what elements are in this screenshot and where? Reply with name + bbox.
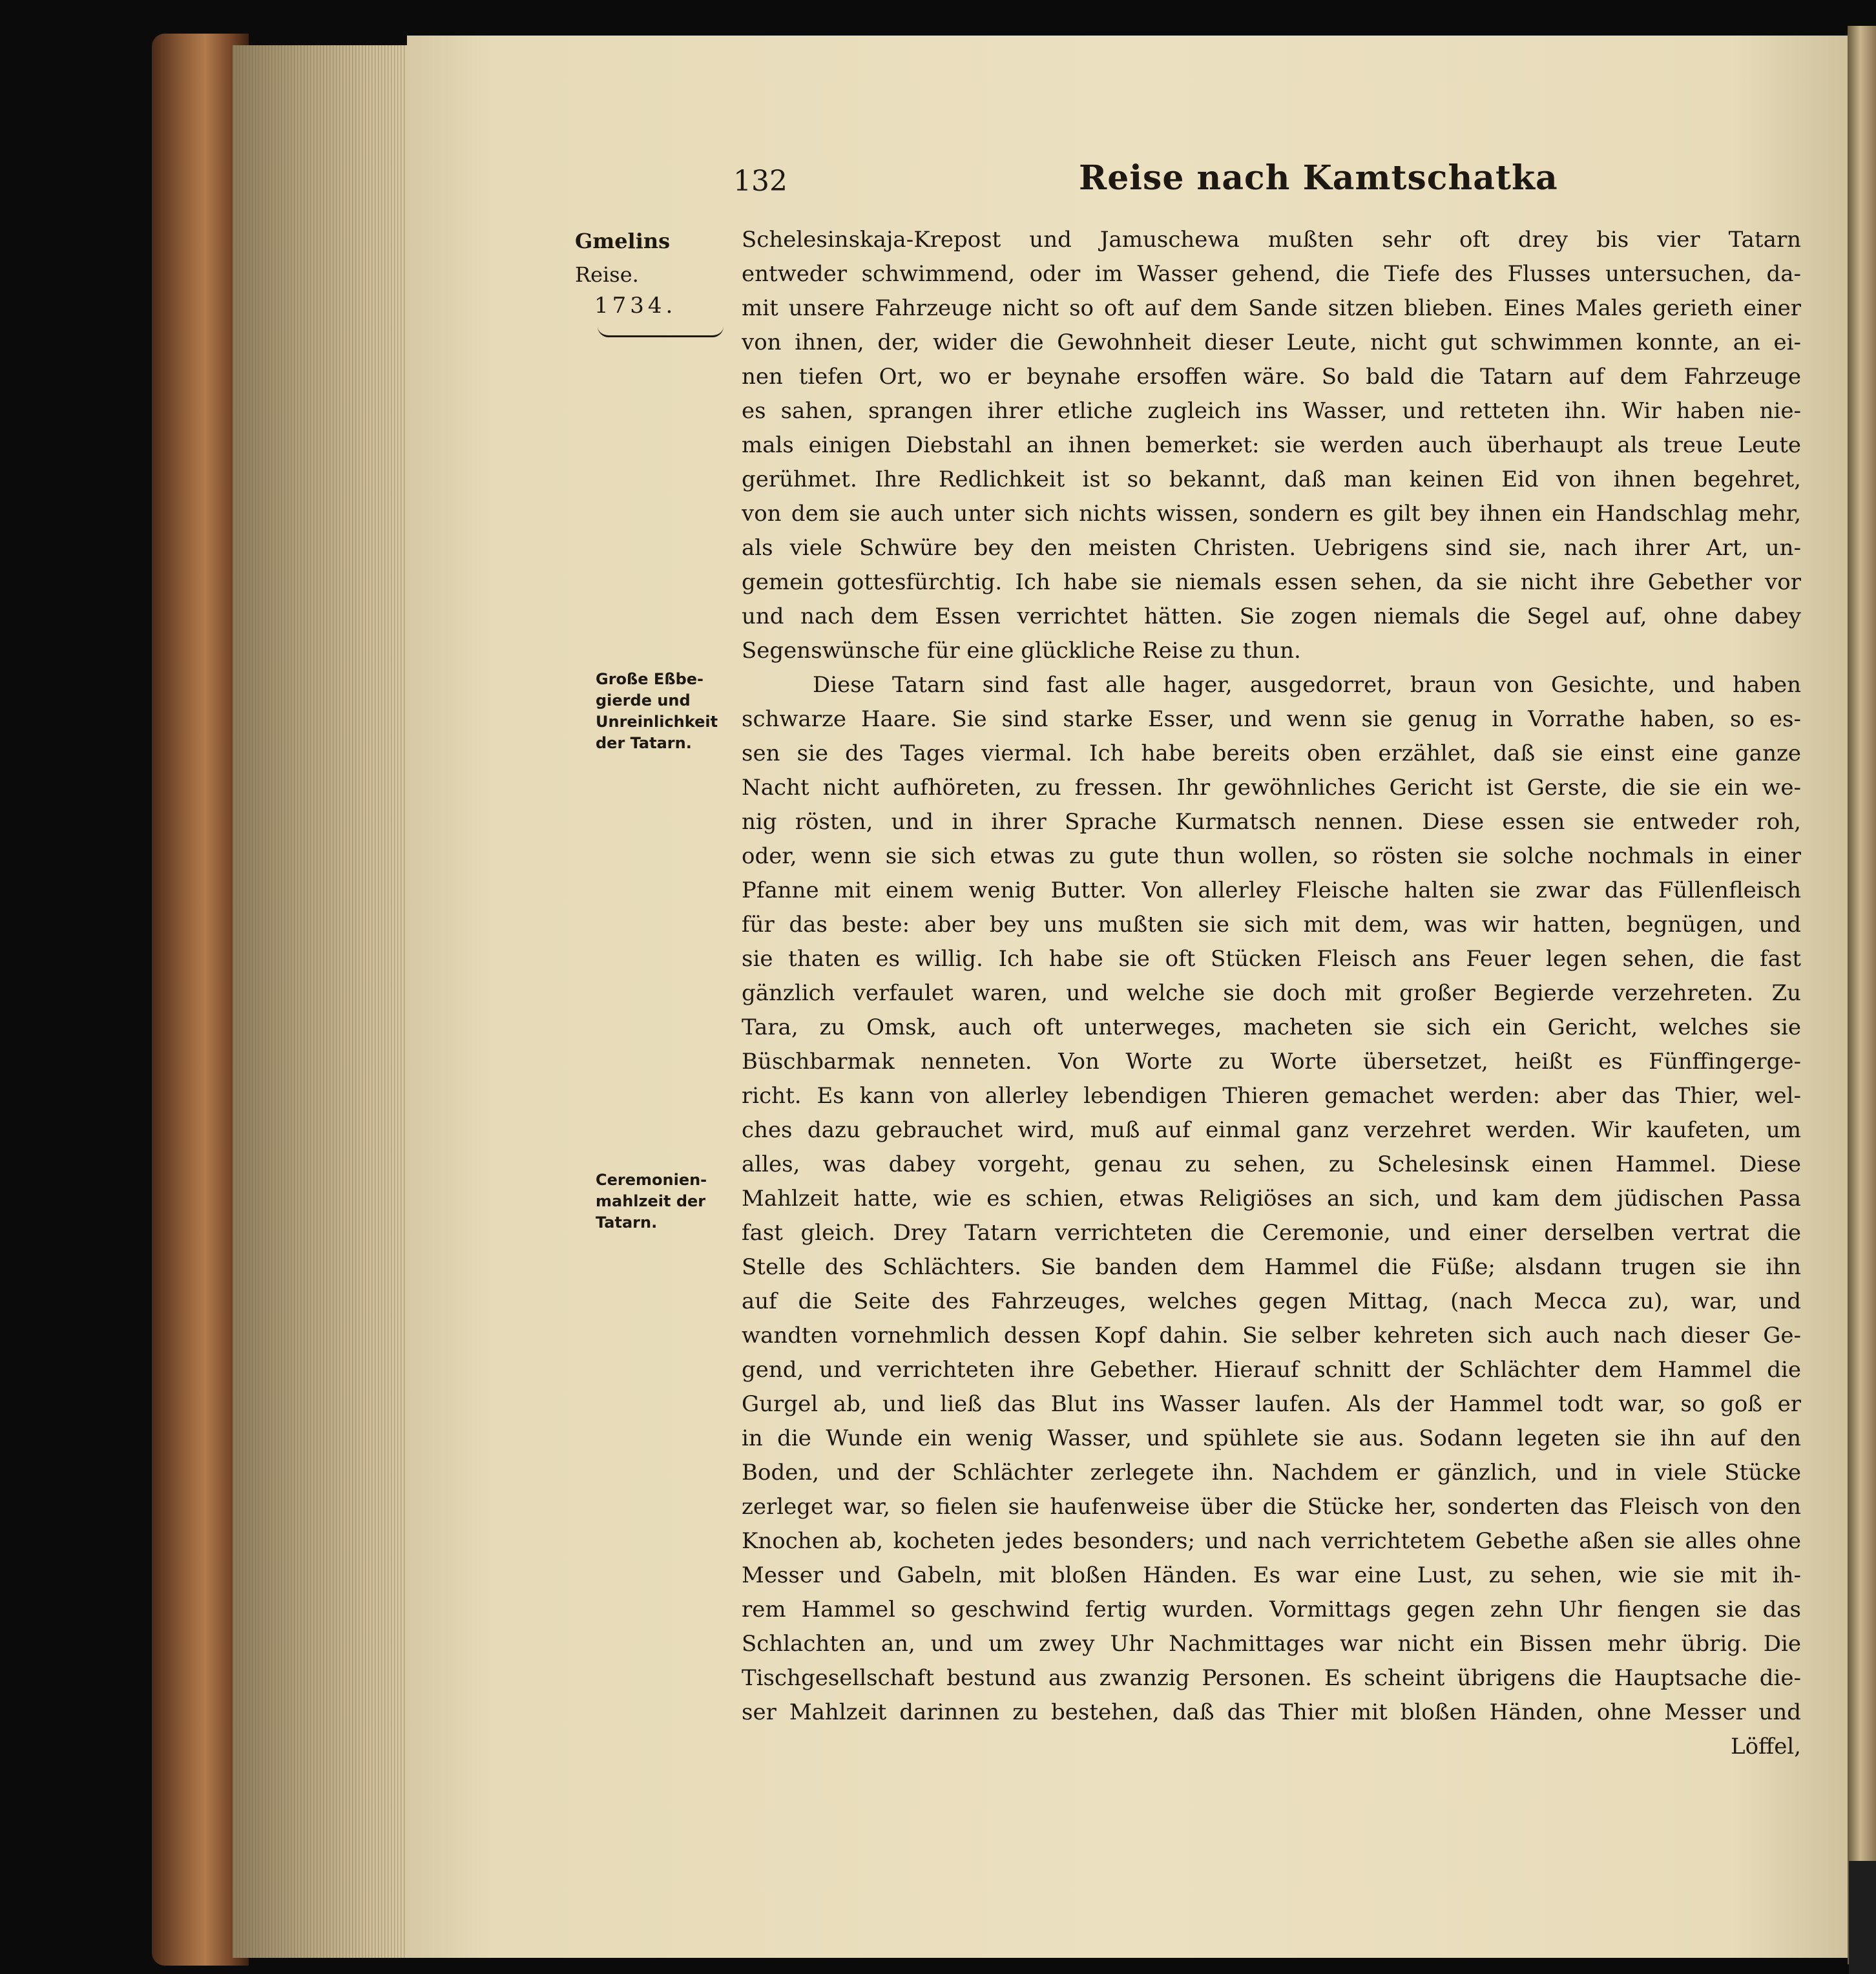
body-line: Büschbarmak nenneten. Von Worte zu Worte übersetzet, heißt es Fünffingerge- (742, 1049, 1801, 1075)
margin-brace (598, 326, 724, 337)
body-line: Löffel, (1730, 1734, 1801, 1759)
margin-note-ceremony (596, 1170, 738, 1234)
body-line: Tischgesellschaft bestund aus zwanzig Personen. Es scheint übrigens die Hauptsache die- (742, 1665, 1801, 1691)
body-line: es sahen, sprangen ihrer etliche zugleich ins Wasser, und retteten ihn. Wir haben nie- (742, 398, 1801, 424)
margin-note-eating (596, 669, 738, 754)
margin-note-line: gierde und (596, 691, 691, 709)
body-line: ches dazu gebrauchet wird, muß auf einmal ganz verzehret werden. Wir kaufeten, um (742, 1117, 1801, 1143)
color-calibration-strip (1849, 1861, 1876, 1974)
margin-note-line: Ceremonien- (596, 1171, 707, 1189)
body-line: nig rösten, und in ihrer Sprache Kurmatsch nennen. Diese essen sie entweder roh, (742, 809, 1801, 835)
margin-note-line: Unreinlichkeit (596, 713, 718, 731)
body-line: gerühmet. Ihre Redlichkeit ist so bekannt, daß man keinen Eid von ihnen begehret, (742, 467, 1801, 492)
body-line: Mahlzeit hatte, wie es schien, etwas Religiöses an sich, und kam dem jüdischen Passa (742, 1186, 1801, 1212)
body-line: Messer und Gabeln, mit bloßen Händen. Es war eine Lust, zu sehen, wie sie mit ih- (742, 1562, 1801, 1588)
body-line: Schlachten an, und um zwey Uhr Nachmittages war nicht ein Bissen mehr übrig. Die (742, 1631, 1801, 1657)
margin-note-line: Große Eßbe- (596, 670, 704, 688)
body-line: Schelesinskaja-Krepost und Jamuschewa mußten sehr oft drey bis vier Tatarn (742, 227, 1801, 253)
body-line: fast gleich. Drey Tatarn verrichteten die Ceremonie, und einer derselben vertrat die (742, 1220, 1801, 1246)
margin-note-line: Tatarn. (596, 1213, 658, 1232)
body-line: oder, wenn sie sich etwas zu gute thun wollen, so rösten sie solche nochmals in einer (742, 843, 1801, 869)
body-line: von dem sie auch unter sich nichts wissen, sondern es gilt bey ihnen ein Handschlag mehr, (742, 501, 1801, 527)
page-number: 132 (733, 165, 787, 198)
body-line: schwarze Haare. Sie sind starke Esser, und wenn sie genug in Vorrathe haben, so es- (742, 706, 1801, 732)
body-line: und nach dem Essen verrichtet hätten. Sie zogen niemals die Segel auf, ohne dabey (742, 604, 1801, 629)
body-line: gend, und verrichteten ihre Gebether. Hierauf schnitt der Schlächter dem Hammel die (742, 1357, 1801, 1383)
body-line: in die Wunde ein wenig Wasser, und spühlete sie aus. Sodann legeten sie ihn auf den (742, 1425, 1801, 1451)
body-line: für das beste: aber bey uns mußten sie sich mit dem, was wir hatten, begnügen, und (742, 912, 1801, 938)
body-line: von ihnen, der, wider die Gewohnheit dieser Leute, nicht gut schwimmen konnte, an ei- (742, 330, 1801, 355)
body-line: Knochen ab, kocheten jedes besonders; und nach verrichtetem Gebethe aßen sie alles ohne (742, 1528, 1801, 1554)
running-title: Reise nach Kamtschatka (1079, 158, 1558, 198)
facing-page-edge (1848, 26, 1876, 1964)
body-line: Segenswünsche für eine glückliche Reise zu thun. (742, 638, 1301, 664)
body-line: Nacht nicht aufhöreten, zu fressen. Ihr gewöhnliches Gericht ist Gerste, die sie ein we- (742, 775, 1801, 801)
body-line: entweder schwimmend, oder im Wasser gehend, die Tiefe des Flusses untersuchen, da- (742, 261, 1801, 287)
body-line: mit unsere Fahrzeuge nicht so oft auf dem Sande sitzen blieben. Eines Males gerieth einer (742, 295, 1801, 321)
body-line: ser Mahlzeit darinnen zu bestehen, daß das Thier mit bloßen Händen, ohne Messer und (742, 1699, 1801, 1725)
body-line: Pfanne mit einem wenig Butter. Von allerley Fleische halten sie zwar das Füllenfleisch (742, 877, 1801, 903)
margin-author: Gmelins (575, 229, 671, 253)
body-line: gänzlich verfaulet waren, und welche sie doch mit großer Begierde verzehreten. Zu (742, 980, 1801, 1006)
body-line: mals einigen Diebstahl an ihnen bemerket: sie werden auch überhaupt als treue Leute (742, 432, 1801, 458)
body-line: rem Hammel so geschwind fertig wurden. Vormittags gegen zehn Uhr fiengen sie das (742, 1597, 1801, 1622)
body-line: Gurgel ab, und ließ das Blut ins Wasser laufen. Als der Hammel todt war, so goß er (742, 1391, 1801, 1417)
body-line: zerleget war, so fielen sie haufenweise über die Stücke her, sonderten das Fleisch von den (742, 1494, 1801, 1520)
body-line: Diese Tatarn sind fast alle hager, ausgedorret, braun von Gesichte, und haben (813, 672, 1801, 698)
body-line: Stelle des Schlächters. Sie banden dem Hammel die Füße; alsdann trugen sie ihn (742, 1254, 1801, 1280)
body-line: Boden, und der Schlächter zerlegete ihn. Nachdem er gänzlich, und in viele Stücke (742, 1460, 1801, 1486)
margin-year: 1734. (594, 293, 677, 319)
body-line: wandten vornehmlich dessen Kopf dahin. Sie selber kehreten sich auch nach dieser Ge- (742, 1323, 1801, 1349)
margin-note-line: der Tatarn. (596, 734, 692, 752)
body-line: richt. Es kann von allerley lebendigen Thieren gemachet werden: aber das Thier, wel- (742, 1083, 1801, 1109)
margin-book: Reise. (575, 262, 639, 287)
body-text (742, 223, 1801, 1764)
body-line: Tara, zu Omsk, auch oft unterweges, macheten sie sich ein Gericht, welches sie (742, 1014, 1801, 1040)
body-line: als viele Schwüre bey den meisten Christen. Uebrigens sind sie, nach ihrer Art, un- (742, 535, 1801, 561)
body-line: nen tiefen Ort, wo er beynahe ersoffen wäre. So bald die Tatarn auf dem Fahrzeuge (742, 364, 1801, 390)
page-edges (233, 45, 413, 1958)
margin-note-line: mahlzeit der (596, 1192, 706, 1210)
body-line: gemein gottesfürchtig. Ich habe sie niemals essen sehen, da sie nicht ihre Gebether vor (742, 569, 1801, 595)
body-line: sie thaten es willig. Ich habe sie oft Stücken Fleisch ans Feuer legen sehen, die fast (742, 946, 1801, 972)
body-line: alles, was dabey vorgeht, genau zu sehen, zu Schelesinsk einen Hammel. Diese (742, 1151, 1801, 1177)
body-line: auf die Seite des Fahrzeuges, welches gegen Mittag, (nach Mecca zu), war, und (742, 1288, 1801, 1314)
body-line: sen sie des Tages viermal. Ich habe bereits oben erzählet, daß sie einst eine ganze (742, 740, 1801, 766)
